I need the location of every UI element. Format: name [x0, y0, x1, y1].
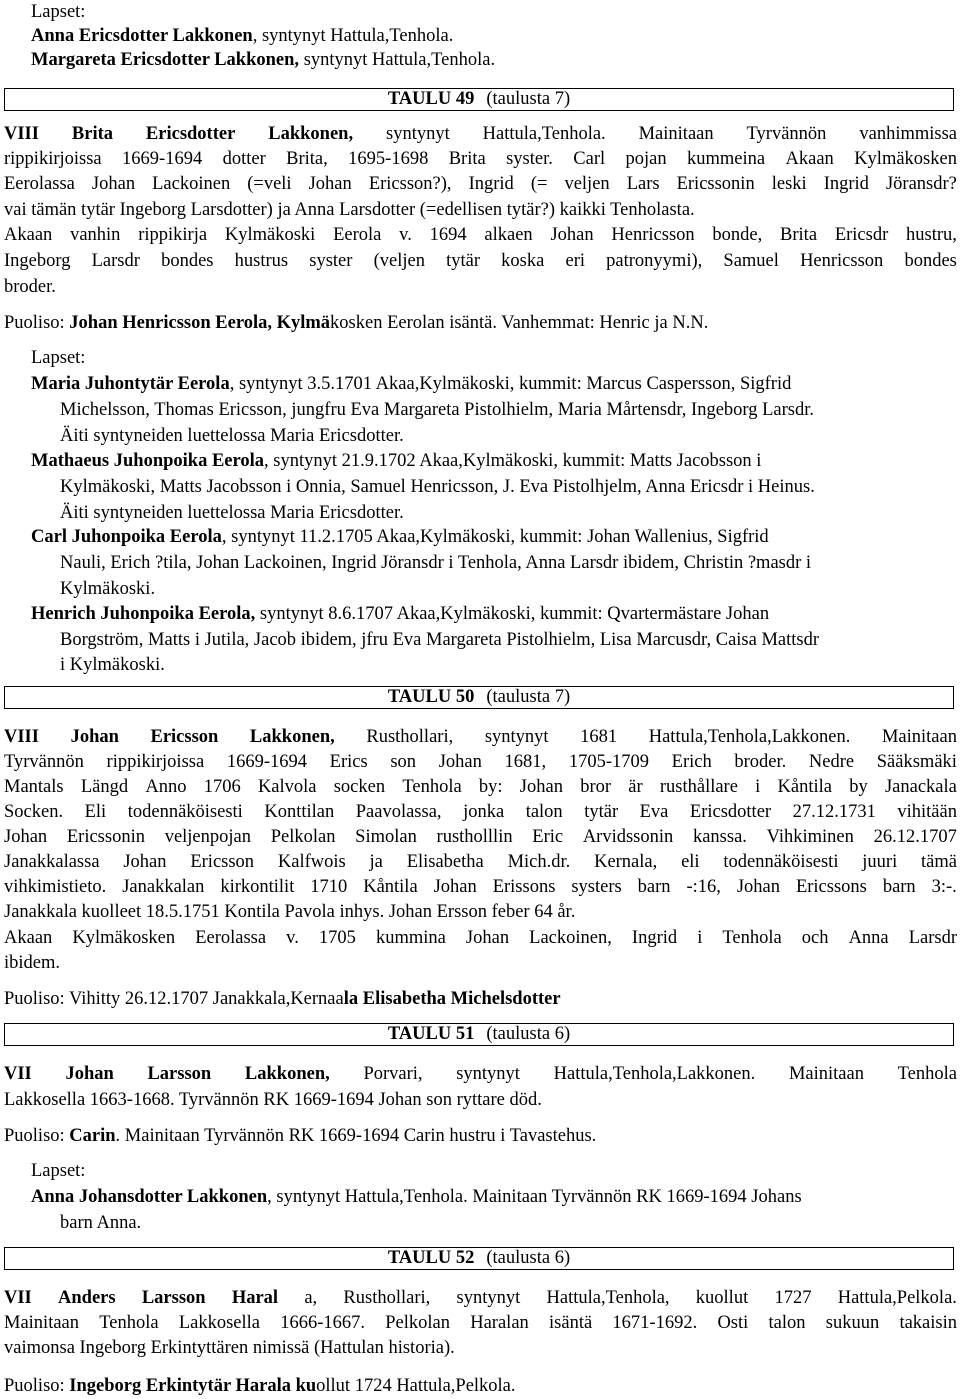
table-title: TAULU 50	[387, 687, 475, 707]
text-line: Anna Johansdotter Lakkonen, syntynyt Hattula,Tenhola. Mainitaan Tyrvännön RK 1669-1694 Johans	[31, 1187, 802, 1207]
text-line: Margareta Ericsdotter Lakkonen, syntynyt Hattula,Tenhola.	[31, 50, 496, 70]
text-line: Janakkalassa Johan Ericsson Kalfwois ja Elisabetha Mich.dr. Kernala, eli todennäköisesti juuri tämä	[4, 852, 957, 872]
text-line: Mainitaan Tenhola Lakkosella 1666-1667. Pelkolan Haralan isäntä 1671-1692. Osti talon sukuun takaisin	[4, 1313, 957, 1333]
table-reference: (taulusta 6)	[486, 1024, 571, 1044]
table-heading-box	[4, 88, 954, 111]
table-heading-box	[4, 686, 954, 709]
table-reference: (taulusta 7)	[486, 687, 571, 707]
text-line: vihkimistieto. Janakkalan kirkontilit 1710 Kåntila Johan Erissons systers barn -:16, Johan Ericssons barn 3:-.	[4, 877, 957, 897]
text-line: Tyrvännön rippikirjoissa 1669-1694 Erics son Johan 1681, 1705-1709 Erich broder. Nedre Sääksmäki	[4, 752, 957, 772]
text-line: Kylmäkoski, Matts Jacobsson i Onnia, Samuel Henricsson, J. Eva Pistolhjelm, Anna Ericsdr i Heinus.	[60, 477, 815, 497]
text-line: i Kylmäkoski.	[60, 655, 165, 675]
table-title: TAULU 52	[387, 1248, 475, 1268]
text-line: broder.	[4, 277, 56, 297]
text-line: Eerolassa Johan Lackoinen (=veli Johan Ericsson?), Ingrid (= veljen Lars Ericssonin leski Ingrid Jöransdr?	[4, 174, 957, 194]
text-line: Anna Ericsdotter Lakkonen, syntynyt Hattula,Tenhola.	[31, 26, 454, 46]
table-title: TAULU 51	[387, 1024, 475, 1044]
table-reference: (taulusta 7)	[486, 89, 571, 109]
text-line: Puoliso: Vihitty 26.12.1707 Janakkala,Kernaala Elisabetha Michelsdotter	[4, 989, 561, 1009]
table-heading-box	[4, 1023, 954, 1046]
text-line: VIII Johan Ericsson Lakkonen, Rusthollari, syntynyt 1681 Hattula,Tenhola,Lakkonen. Mainitaan	[4, 727, 957, 747]
text-line: Lapset:	[31, 1161, 86, 1181]
text-line: Borgström, Matts i Jutila, Jacob ibidem, jfru Eva Margareta Pistolhielm, Lisa Marcusdr, Caisa Mattsdr	[60, 630, 820, 650]
text-line: Mantals Längd Anno 1706 Kalvola socken Tenhola by: Johan bror är rusthållare i Kåntila by Janackala	[4, 777, 957, 797]
text-line: Nauli, Erich ?tila, Johan Lackoinen, Ingrid Jöransdr i Tenhola, Anna Larsdr ibidem, Christin ?masdr i	[60, 553, 812, 573]
text-line: Akaan vanhin rippikirja Kylmäkoski Eerola v. 1694 alkaen Johan Henricsson bonde, Brita Ericsdr hustru,	[4, 225, 957, 245]
text-line: vaimonsa Ingeborg Erkintyttären nimissä (Hattulan historia).	[4, 1338, 455, 1358]
text-line: Kylmäkoski.	[60, 579, 156, 599]
table-heading-box	[4, 1247, 954, 1270]
text-line: VII Johan Larsson Lakkonen, Porvari, syntynyt Hattula,Tenhola,Lakkonen. Mainitaan Tenhola	[4, 1064, 957, 1084]
text-line: Puoliso: Carin. Mainitaan Tyrvännön RK 1669-1694 Carin hustru i Tavastehus.	[4, 1126, 597, 1146]
table-title: TAULU 49	[387, 89, 475, 109]
text-line: Lapset:	[31, 348, 86, 368]
text-line: Maria Juhontytär Eerola, syntynyt 3.5.1701 Akaa,Kylmäkoski, kummit: Marcus Caspersson, Sigfrid	[31, 374, 792, 394]
text-line: Äiti syntyneiden luettelossa Maria Ericsdotter.	[60, 503, 404, 523]
table-reference: (taulusta 6)	[486, 1248, 571, 1268]
text-line: Lakkosella 1663-1668. Tyrvännön RK 1669-1694 Johan son ryttare död.	[4, 1090, 542, 1110]
text-line: Puoliso: Ingeborg Erkintytär Harala kuollut 1724 Hattula,Pelkola.	[4, 1376, 516, 1396]
text-line: Puoliso: Johan Henricsson Eerola, Kylmäkosken Eerolan isäntä. Vanhemmat: Henric ja N.N.	[4, 313, 709, 333]
text-line: Johan Ericssonin veljenpojan Pelkolan Simolan rustholllin Eric Arvidssonin kanssa. Vihkiminen 26.12.1707	[4, 827, 957, 847]
text-line: Henrich Juhonpoika Eerola, syntynyt 8.6.1707 Akaa,Kylmäkoski, kummit: Qvartermästare Johan	[31, 604, 770, 624]
text-line: Janakkala kuolleet 18.5.1751 Kontila Pavola inhys. Johan Ersson feber 64 år.	[4, 902, 576, 922]
text-line: rippikirjoissa 1669-1694 dotter Brita, 1695-1698 Brita syster. Carl pojan kummeina Akaan Kylmäkosken	[4, 149, 957, 169]
text-line: Michelsson, Thomas Ericsson, jungfru Eva Margareta Pistolhielm, Maria Mårtensdr, Ingeborg Larsdr.	[60, 400, 815, 420]
text-line: barn Anna.	[60, 1213, 142, 1233]
text-line: Akaan Kylmäkosken Eerolassa v. 1705 kummina Johan Lackoinen, Ingrid i Tenhola och Anna Larsdr	[4, 928, 957, 948]
text-line: VII Anders Larsson Haral a, Rusthollari, syntynyt Hattula,Tenhola, kuollut 1727 Hattula,Pelkola.	[4, 1288, 957, 1308]
text-line: Äiti syntyneiden luettelossa Maria Ericsdotter.	[60, 426, 404, 446]
text-line: Lapset:	[31, 2, 86, 22]
text-line: Mathaeus Juhonpoika Eerola, syntynyt 21.9.1702 Akaa,Kylmäkoski, kummit: Matts Jacobsson i	[31, 451, 762, 471]
text-line: Socken. Eli todennäköisesti Konttilan Paavolassa, jonka talon tytär Eva Ericsdotter 27.12.1731 vihitään	[4, 802, 957, 822]
text-line: VIII Brita Ericsdotter Lakkonen, syntynyt Hattula,Tenhola. Mainitaan Tyrvännön vanhimmissa	[4, 124, 957, 144]
text-line: Carl Juhonpoika Eerola, syntynyt 11.2.1705 Akaa,Kylmäkoski, kummit: Johan Wallenius, Sigfrid	[31, 527, 769, 547]
text-line: ibidem.	[4, 953, 61, 973]
text-line: Ingeborg Larsdr bondes hustrus syster (veljen tytär koska eri patronyymi), Samuel Henricsson bondes	[4, 251, 957, 271]
text-line: vai tämän tytär Ingeborg Larsdotter) ja Anna Larsdotter (=edellisen tytär?) kaikki Tenholasta.	[4, 200, 695, 220]
